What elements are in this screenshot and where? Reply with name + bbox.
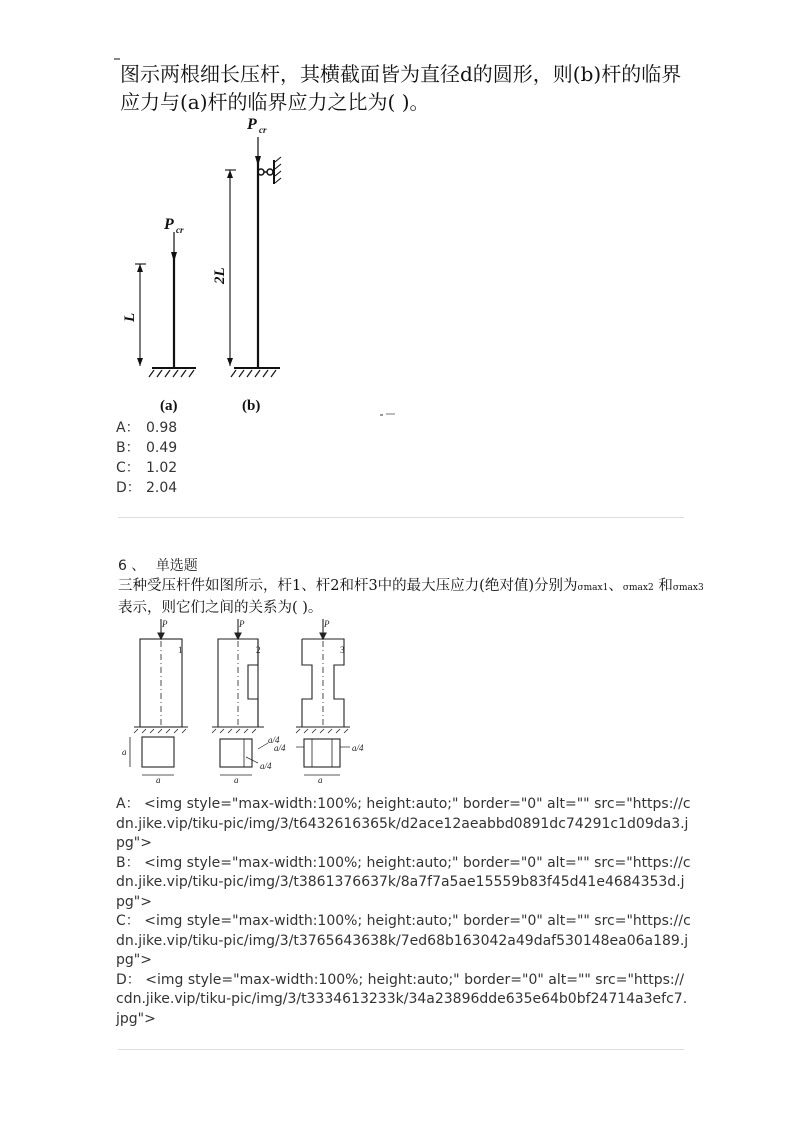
option-value: <img style="max-width:100%; height:auto;" border="0" alt="" src="https://cdn.jike.vip/tiku-pic/img/3/t6432616365k/d2ace12aeabbd0891dc74291c1d09da3.jpg"> xyxy=(116,796,691,851)
question-6-header xyxy=(118,555,198,575)
option-c[interactable] xyxy=(116,912,691,971)
option-key: A： xyxy=(116,796,140,812)
sigma-max1: σmax1 xyxy=(577,583,609,593)
bottom-a-label-1: a xyxy=(156,775,161,785)
caption-b: (b) xyxy=(242,398,261,414)
member-number-3: 3 xyxy=(340,645,345,655)
bottom-a-label-3: a xyxy=(318,775,323,785)
stray-mark xyxy=(380,412,396,418)
bottom-a-label-2: a xyxy=(234,775,239,785)
option-value: 2.04 xyxy=(146,480,178,496)
question-text-part: 三种受压杆件如图所示，杆1、杆2和杆3中的最大压应力(绝对值)分别为 xyxy=(118,578,578,594)
question-type: 单选题 xyxy=(155,558,198,574)
length-label-a: L xyxy=(122,312,138,322)
option-value: <img style="max-width:100%; height:auto;" border="0" alt="" src="https://cdn.jike.vip/tiku-pic/img/3/t3334613233k/34a23896dde635e64b0bf24714a3efc7.jpg"> xyxy=(116,971,688,1027)
option-key: A： xyxy=(116,420,140,436)
member-number-2: 2 xyxy=(256,645,261,655)
option-b[interactable] xyxy=(116,854,691,913)
load-label-2: P xyxy=(239,619,245,629)
question-6-text xyxy=(118,576,704,618)
question-text-line: 应力与(a)杆的临界应力之比为( )。 xyxy=(120,90,430,114)
load-label-1: P xyxy=(162,619,168,629)
question-6-options xyxy=(116,795,691,1029)
option-key: D： xyxy=(116,971,141,988)
question-text-line xyxy=(118,576,704,598)
column-a xyxy=(122,216,196,414)
divider xyxy=(118,1049,684,1050)
length-label-b: 2L xyxy=(212,267,228,284)
a4-label-3-right: a/4 xyxy=(352,743,364,753)
member-2 xyxy=(212,619,268,775)
option-key: C： xyxy=(116,460,140,476)
member-1 xyxy=(130,619,188,775)
load-sub-a: cr xyxy=(176,225,184,235)
question-5-text xyxy=(120,60,690,116)
option-d[interactable] xyxy=(116,971,691,1030)
and-word: 和 xyxy=(653,578,673,594)
option-value: <img style="max-width:100%; height:auto;" border="0" alt="" src="https://cdn.jike.vip/tiku-pic/img/3/t3861376637k/8a7f7a5ae15559b83f45d41e4684353d.jpg"> xyxy=(116,854,691,910)
question-number: 6 、 xyxy=(118,558,146,574)
option-key: B： xyxy=(116,440,140,456)
option-key: C： xyxy=(116,913,140,929)
option-key: D： xyxy=(116,480,141,496)
load-label-3: P xyxy=(324,619,330,629)
separator: 、 xyxy=(608,578,623,594)
sigma-max3: σmax3 xyxy=(672,583,704,593)
column-buckling-figure xyxy=(118,112,288,422)
side-a-label: a xyxy=(122,747,127,757)
sigma-max2: σmax2 xyxy=(622,583,654,593)
column-b xyxy=(212,116,281,414)
option-value: 0.98 xyxy=(146,420,178,436)
option-value: 1.02 xyxy=(146,460,178,476)
a4-label-2-top: a/4 xyxy=(268,735,280,745)
member-number-1: 1 xyxy=(178,645,183,655)
option-a[interactable] xyxy=(116,795,691,854)
caption-a: (a) xyxy=(160,398,178,414)
option-value: <img style="max-width:100%; height:auto;" border="0" alt="" src="https://cdn.jike.vip/tiku-pic/img/3/t3765643638k/7ed68b163042a49daf530148ea06a189.jpg"> xyxy=(116,913,691,968)
question-5-options xyxy=(116,418,177,498)
option-b[interactable] xyxy=(116,438,177,458)
load-label-a: P xyxy=(164,216,174,233)
option-a[interactable] xyxy=(116,418,177,438)
option-c[interactable] xyxy=(116,458,177,478)
member-3 xyxy=(296,619,350,775)
option-key: B： xyxy=(116,854,140,871)
option-d[interactable] xyxy=(116,478,177,498)
a4-label-3-left: a/4 xyxy=(274,743,286,753)
option-value: 0.49 xyxy=(146,440,178,456)
load-label-b: P xyxy=(247,116,257,133)
compressed-members-figure xyxy=(118,617,388,787)
a4-label-2-bottom: a/4 xyxy=(260,761,272,771)
divider xyxy=(118,517,684,518)
question-text-line: 表示，则它们之间的关系为( )。 xyxy=(118,600,323,616)
question-text-line: 图示两根细长压杆，其横截面皆为直径d的圆形，则(b)杆的临界 xyxy=(120,62,682,86)
load-sub-b: cr xyxy=(259,125,267,135)
